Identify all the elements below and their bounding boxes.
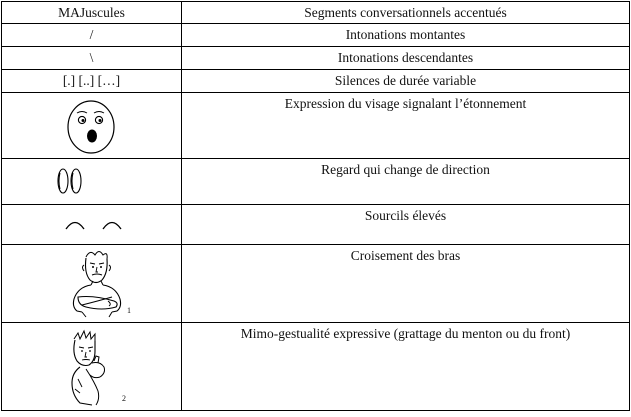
meaning-cell	[182, 245, 630, 323]
symbol-cell	[2, 70, 182, 93]
meaning-cell	[182, 205, 630, 245]
meaning-text: Mimo-gestualité expressive (grattage du menton ou du front)	[240, 326, 571, 341]
table-row	[2, 93, 630, 159]
meaning-text: Expression du visage signalant l’étonnement	[284, 96, 527, 111]
table-row	[2, 70, 630, 93]
symbol-cell	[2, 205, 182, 245]
meaning-text: Croisement des bras	[350, 248, 461, 263]
legend-table	[1, 1, 630, 411]
figure-number: 1	[127, 306, 131, 315]
meaning-cell	[182, 24, 630, 47]
header-meaning-label: Segments conversationnels accentués	[304, 5, 507, 20]
meaning-cell	[182, 47, 630, 70]
table-row	[2, 205, 630, 245]
rising-intonation-symbol: /	[89, 27, 94, 42]
header-row	[2, 2, 630, 24]
meaning-text: Sourcils élevés	[364, 208, 447, 223]
table-row	[2, 47, 630, 70]
header-symbol-label: MAJuscules	[58, 5, 125, 20]
eyes-looking-side-icon	[2, 159, 181, 203]
meaning-text: Regard qui change de direction	[321, 162, 490, 177]
table-row	[2, 24, 630, 47]
meaning-text: Intonations montantes	[345, 27, 466, 42]
chin-scratching-person-icon	[2, 323, 181, 409]
figure-number: 2	[122, 394, 126, 403]
silence-symbols: [.] [..] […]	[62, 73, 121, 88]
raised-eyebrows-icon	[2, 205, 181, 243]
falling-intonation-symbol: \	[89, 50, 94, 65]
header-meaning-cell	[182, 2, 630, 24]
symbol-cell	[2, 93, 182, 159]
meaning-text: Intonations descendantes	[337, 50, 474, 65]
table-row	[2, 245, 630, 323]
symbol-cell	[2, 24, 182, 47]
symbol-cell	[2, 245, 182, 323]
symbol-cell	[2, 323, 182, 411]
symbol-cell	[2, 47, 182, 70]
header-symbol-cell	[2, 2, 182, 24]
meaning-cell	[182, 159, 630, 205]
table-row	[2, 159, 630, 205]
meaning-cell	[182, 70, 630, 93]
symbol-cell	[2, 159, 182, 205]
meaning-cell	[182, 323, 630, 411]
meaning-cell	[182, 93, 630, 159]
meaning-text: Silences de durée variable	[334, 73, 477, 88]
table-row	[2, 323, 630, 411]
surprised-face-icon	[2, 93, 181, 157]
crossed-arms-person-icon	[2, 245, 181, 321]
